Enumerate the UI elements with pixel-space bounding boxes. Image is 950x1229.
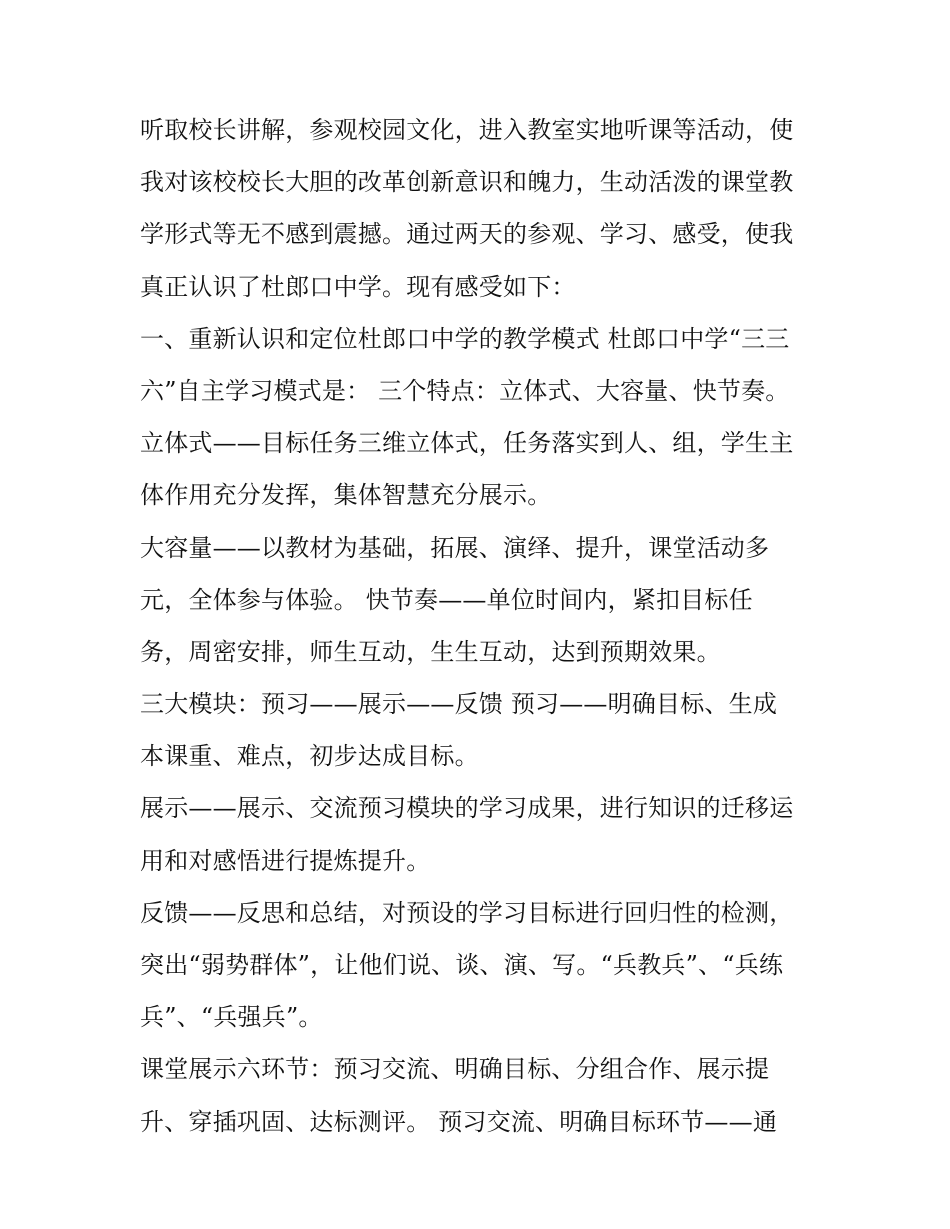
text-line: 六”自主学习模式是： 三个特点：立体式、大容量、快节奏。 (140, 376, 790, 405)
text-line: 我对该校校长大胆的改革创新意识和魄力，生动活泼的课堂教 (140, 168, 794, 197)
text-line: 本课重、难点，初步达成目标。 (140, 742, 479, 771)
text-line: 展示——展示、交流预习模块的学习成果，进行知识的迁移运 (140, 794, 794, 823)
text-line: 元，全体参与体验。 快节奏——单位时间内，紧扣目标任 (140, 585, 753, 614)
text-line: 课堂展示六环节：预习交流、明确目标、分组合作、展示提 (140, 1055, 770, 1084)
text-line: 学形式等无不感到震撼。通过两天的参观、学习、感受，使我 (140, 220, 794, 249)
text-line: 大容量——以教材为基础，拓展、演绎、提升，课堂活动多 (140, 533, 770, 562)
text-line: 兵”、“兵强兵”。 (140, 1003, 323, 1032)
text-line: 一、重新认识和定位杜郎口中学的教学模式 杜郎口中学“三三 (140, 324, 790, 353)
text-line: 真正认识了杜郎口中学。现有感受如下： (140, 272, 576, 301)
text-line: 听取校长讲解，参观校园文化，进入教室实地听课等活动，使 (140, 116, 794, 144)
text-line: 升、穿插巩固、达标测评。 预习交流、明确目标环节——通 (140, 1107, 778, 1136)
text-line: 突出“弱势群体”，让他们说、谈、演、写。“兵教兵”、“兵练 (140, 951, 784, 979)
text-line: 反馈——反思和总结，对预设的学习目标进行回归性的检测， (140, 898, 794, 927)
text-line: 务，周密安排，师生互动，生生互动，达到预期效果。 (140, 637, 721, 666)
text-line: 体作用充分发挥，集体智慧充分展示。 (140, 481, 552, 510)
text-line: 用和对感悟进行提炼提升。 (140, 846, 431, 875)
text-line: 立体式——目标任务三维立体式，任务落实到人、组，学生主 (140, 429, 794, 458)
document-body (140, 104, 820, 1148)
text-line: 三大模块：预习——展示——反馈 预习——明确目标、生成 (140, 690, 778, 719)
